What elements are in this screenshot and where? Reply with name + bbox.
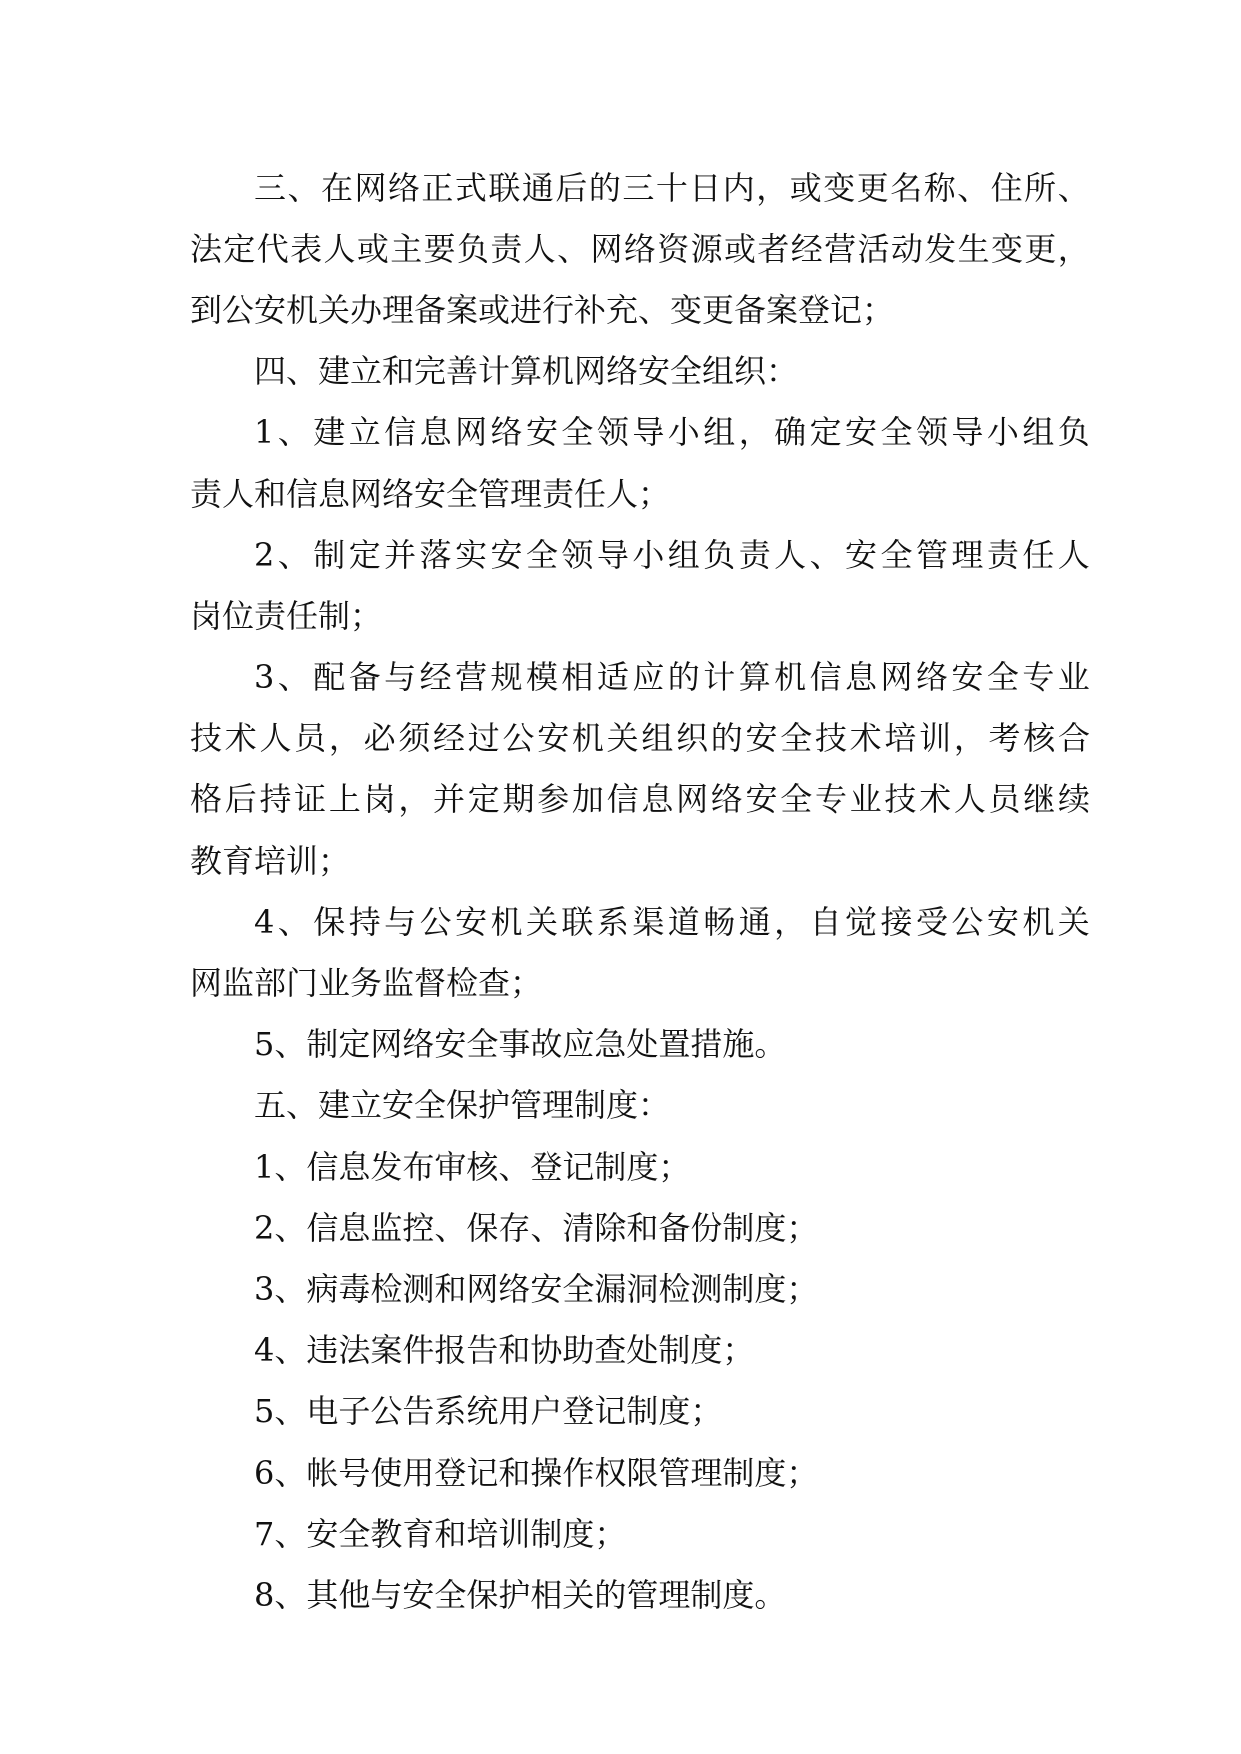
text-line: 格 后 持 证 上 岗 ， 并 定 期 参 加 信 息 网 络 安 全 专 业 技 术 人 员 继 续 xyxy=(190,780,1090,819)
text-line: 2、信息监控、保存、清除和备份制度； xyxy=(254,1208,819,1247)
text-line: 5、电子公告系统用户登记制度； xyxy=(254,1392,723,1431)
text-line: 教育培训； xyxy=(190,841,351,880)
text-line: 岗位责任制； xyxy=(190,596,383,635)
text-line: 到公安机关办理备案或进行补充、变更备案登记； xyxy=(190,290,895,329)
text-line: 法 定 代 表 人 或 主 要 负 责 人 、 网 络 资 源 或 者 经 营 活 动 发 生 变 更 ， xyxy=(190,229,1090,268)
text-line: 网监部门业务监督检查； xyxy=(190,964,543,1003)
text-line: 2 、 制 定 并 落 实 安 全 领 导 小 组 负 责 人 、 安 全 管 理 责 任 人 xyxy=(254,535,1090,574)
text-line: 责人和信息网络安全管理责任人； xyxy=(190,474,671,513)
text-line: 技 术 人 员 ， 必 须 经 过 公 安 机 关 组 织 的 安 全 技 术 培 训 ， 考 核 合 xyxy=(190,719,1090,758)
document-body xyxy=(190,157,1090,1626)
text-line: 7、安全教育和培训制度； xyxy=(254,1514,627,1553)
text-line: 五、建立安全保护管理制度： xyxy=(254,1086,671,1125)
text-line: 3 、 配 备 与 经 营 规 模 相 适 应 的 计 算 机 信 息 网 络 安 全 专 业 xyxy=(254,658,1090,697)
text-line: 5、制定网络安全事故应急处置措施。 xyxy=(254,1025,787,1064)
text-line: 3、病毒检测和网络安全漏洞检测制度； xyxy=(254,1269,819,1308)
text-line: 8、其他与安全保护相关的管理制度。 xyxy=(254,1575,787,1614)
text-line: 6、帐号使用登记和操作权限管理制度； xyxy=(254,1453,819,1492)
text-line: 四、建立和完善计算机网络安全组织： xyxy=(254,352,799,391)
text-line: 4 、 保 持 与 公 安 机 关 联 系 渠 道 畅 通 ， 自 觉 接 受 公 安 机 关 xyxy=(254,902,1090,941)
text-line: 三 、 在 网 络 正 式 联 通 后 的 三 十 日 内 ， 或 变 更 名 称 、 住 所 、 xyxy=(254,168,1090,207)
text-line: 4、违法案件报告和协助查处制度； xyxy=(254,1331,755,1370)
text-line: 1 、 建 立 信 息 网 络 安 全 领 导 小 组 ， 确 定 安 全 领 导 小 组 负 xyxy=(254,413,1090,452)
text-line: 1、信息发布审核、登记制度； xyxy=(254,1147,691,1186)
